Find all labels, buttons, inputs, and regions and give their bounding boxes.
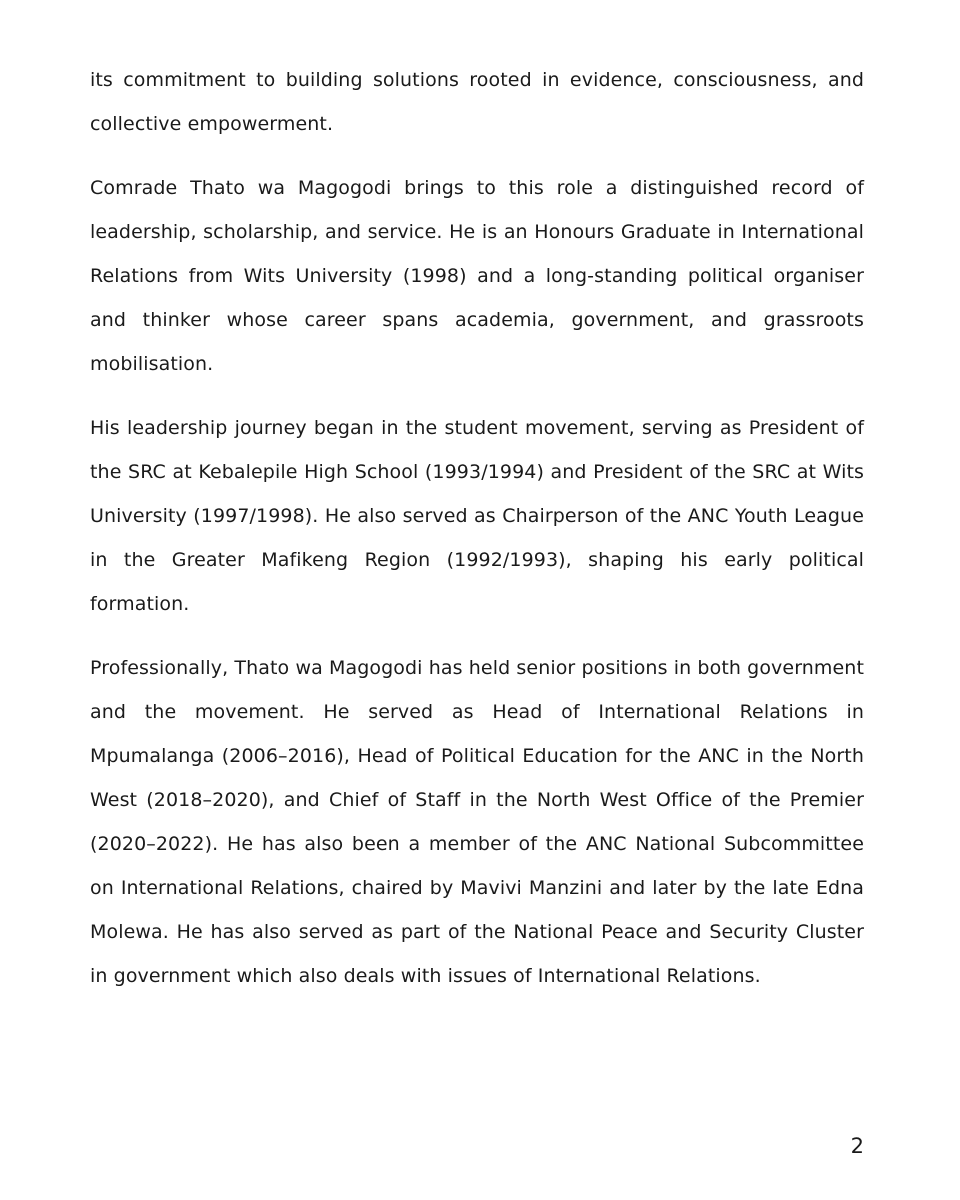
page-number: 2 — [850, 1134, 864, 1158]
paragraph-student-leadership: His leadership journey began in the student movement, serving as President of the SRC at Kebalepile High School (1993/1994) and President of the SRC at Wits University (1997/1998). He also served as Chairperson of the ANC Youth League in the Greater Mafikeng Region (1992/1993), shaping his early political formation. — [90, 417, 864, 615]
paragraph-continuation: its commitment to building solutions rooted in evidence, consciousness, and collective empowerment. — [90, 69, 864, 135]
paragraph-introduction: Comrade Thato wa Magogodi brings to this role a distinguished record of leadership, scholarship, and service. He is an Honours Graduate in International Relations from Wits University (1998) and a long-standing political organiser and thinker whose career spans academia, government, and grassroots mobilisation. — [90, 177, 864, 375]
document-body — [90, 58, 864, 1018]
paragraph-professional-career: Professionally, Thato wa Magogodi has held senior positions in both government and the movement. He served as Head of International Relations in Mpumalanga (2006–2016), Head of Political Education for the ANC in the North West (2018–2020), and Chief of Staff in the North West Office of the Premier (2020–2022). He has also been a member of the ANC National Subcommittee on International Relations, chaired by Mavivi Manzini and later by the late Edna Molewa. He has also served as part of the National Peace and Security Cluster in government which also deals with issues of International Relations. — [90, 657, 864, 987]
